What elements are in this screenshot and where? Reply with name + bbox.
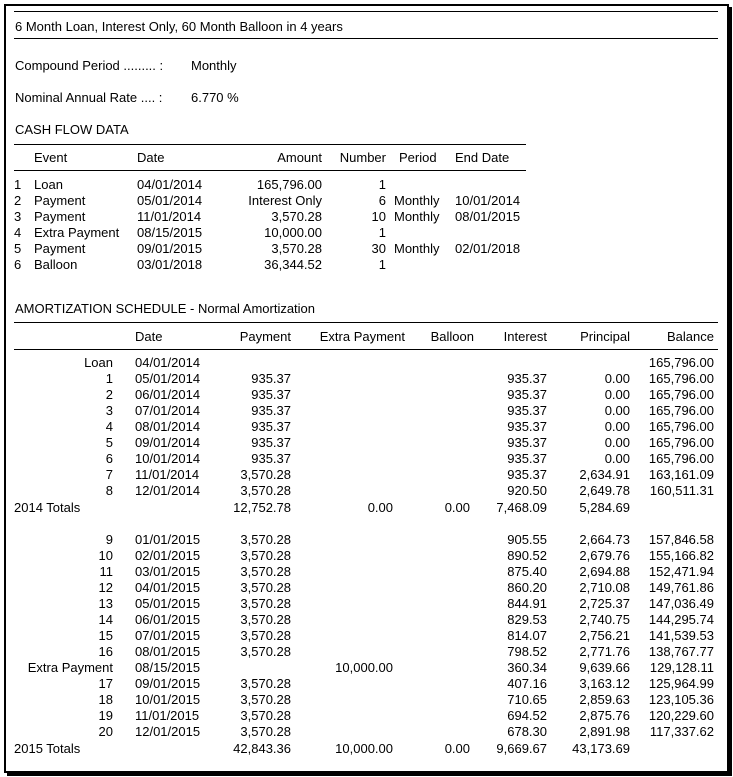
am-cell-payment: 935.37	[251, 403, 291, 418]
am-cell-principal: 2,634.91	[579, 467, 630, 482]
cash-flow-header-row	[6, 150, 546, 166]
am-cell-payment: 935.37	[251, 371, 291, 386]
am-cell-interest: 890.52	[507, 548, 547, 563]
cf-cell-amount: Interest Only	[248, 193, 322, 208]
am-cell-date: 02/01/2015	[135, 548, 201, 563]
am-cell-label: 12	[98, 580, 113, 595]
amortization-row	[6, 483, 727, 499]
am-cell-balance: 165,796.00	[648, 435, 714, 450]
am-header-date: Date	[135, 329, 163, 344]
amortization-header-rule	[14, 349, 718, 350]
am-cell-date: 04/01/2015	[135, 580, 201, 595]
cf-cell-date: 03/01/2018	[137, 257, 203, 272]
am-cell-principal: 2,649.78	[579, 483, 630, 498]
amortization-row	[6, 451, 727, 467]
am-cell-date: 07/01/2015	[135, 628, 201, 643]
cf-cell-amount: 165,796.00	[256, 177, 322, 192]
amortization-row	[6, 708, 727, 724]
am-header-payment: Payment	[239, 329, 291, 344]
compound-period-label: Compound Period ......... :	[15, 58, 164, 73]
am-cell-label: 9	[105, 532, 113, 547]
am-cell-date: 10/01/2014	[135, 451, 201, 466]
cf-cell-number: 30	[371, 241, 386, 256]
am-header-extra: Extra Payment	[319, 329, 405, 344]
am-cell-balance: 141,539.53	[648, 628, 714, 643]
am-cell-payment: 42,843.36	[233, 741, 291, 756]
am-cell-principal: 0.00	[604, 403, 630, 418]
am-cell-payment: 935.37	[251, 387, 291, 402]
am-cell-principal: 2,694.88	[579, 564, 630, 579]
am-header-interest: Interest	[503, 329, 547, 344]
amortization-row	[6, 419, 727, 435]
am-cell-label: 4	[105, 419, 113, 434]
am-cell-label: 14	[98, 612, 113, 627]
cf-cell-number: 10	[371, 209, 386, 224]
am-cell-date: 10/01/2015	[135, 692, 201, 707]
am-cell-label: 2015 Totals	[14, 741, 81, 756]
cf-cell-event: Payment	[34, 193, 86, 208]
cf-cell-event: Payment	[34, 241, 86, 256]
amortization-row	[6, 355, 727, 371]
cash-flow-header-rule	[14, 170, 526, 171]
am-cell-principal: 2,875.76	[579, 708, 630, 723]
am-cell-interest: 798.52	[507, 644, 547, 659]
am-cell-extra: 10,000.00	[335, 660, 393, 675]
am-cell-principal: 2,740.75	[579, 612, 630, 627]
am-cell-date: 08/15/2015	[135, 660, 201, 675]
amortization-row	[6, 660, 727, 676]
totals-row-2014	[6, 500, 727, 516]
cf-header-number: Number	[339, 150, 386, 165]
am-cell-label: Loan	[84, 355, 113, 370]
amortization-row	[6, 580, 727, 596]
am-cell-payment: 3,570.28	[240, 532, 291, 547]
am-cell-interest: 814.07	[507, 628, 547, 643]
am-cell-balance: 117,337.62	[649, 724, 714, 739]
cf-cell-date: 05/01/2014	[137, 193, 203, 208]
am-cell-interest: 935.37	[507, 387, 547, 402]
am-cell-label: 19	[98, 708, 113, 723]
cash-flow-row	[6, 225, 546, 241]
cf-cell-num: 2	[14, 193, 22, 208]
amortization-row	[6, 596, 727, 612]
am-cell-balance: 123,105.36	[648, 692, 714, 707]
am-cell-label: 16	[98, 644, 113, 659]
am-cell-date: 05/01/2015	[135, 596, 201, 611]
am-cell-principal: 0.00	[604, 371, 630, 386]
am-cell-payment: 3,570.28	[240, 612, 291, 627]
totals-row-2015	[6, 741, 727, 757]
am-cell-interest: 844.91	[507, 596, 547, 611]
cf-cell-event: Payment	[34, 209, 86, 224]
am-cell-principal: 2,664.73	[579, 532, 630, 547]
title-rule	[14, 38, 718, 39]
am-cell-payment: 3,570.28	[240, 676, 291, 691]
am-cell-date: 12/01/2014	[135, 483, 201, 498]
am-cell-interest: 935.37	[507, 419, 547, 434]
cf-cell-end-date: 10/01/2014	[455, 193, 521, 208]
am-cell-label: 15	[98, 628, 113, 643]
cash-flow-heading: CASH FLOW DATA	[15, 122, 129, 137]
am-cell-date: 12/01/2015	[135, 724, 201, 739]
cf-cell-end-date: 02/01/2018	[455, 241, 521, 256]
am-cell-principal: 2,756.21	[579, 628, 630, 643]
am-cell-principal: 0.00	[604, 435, 630, 450]
am-cell-date: 11/01/2015	[135, 708, 200, 723]
cf-cell-amount: 3,570.28	[271, 241, 322, 256]
cf-header-period: Period	[399, 150, 437, 165]
am-cell-balloon: 0.00	[444, 741, 470, 756]
am-cell-payment: 3,570.28	[240, 708, 291, 723]
am-cell-payment: 3,570.28	[240, 724, 291, 739]
cash-flow-row	[6, 193, 546, 209]
amortization-row	[6, 612, 727, 628]
am-header-balance: Balance	[667, 329, 714, 344]
cf-cell-num: 3	[14, 209, 22, 224]
am-cell-interest: 407.16	[507, 676, 547, 691]
amortization-row	[6, 644, 727, 660]
cf-cell-amount: 3,570.28	[271, 209, 322, 224]
am-cell-interest: 829.53	[507, 612, 547, 627]
am-cell-principal: 2,771.76	[579, 644, 630, 659]
am-cell-balance: 157,846.58	[648, 532, 714, 547]
cf-cell-date: 09/01/2015	[137, 241, 203, 256]
am-cell-payment: 3,570.28	[240, 564, 291, 579]
am-cell-payment: 3,570.28	[240, 628, 291, 643]
cash-flow-row	[6, 177, 546, 193]
am-cell-date: 04/01/2014	[135, 355, 201, 370]
cf-cell-period: Monthly	[394, 209, 440, 224]
am-cell-principal: 2,859.63	[579, 692, 630, 707]
am-cell-payment: 3,570.28	[240, 580, 291, 595]
am-cell-interest: 678.30	[507, 724, 547, 739]
am-cell-date: 01/01/2015	[135, 532, 201, 547]
cf-cell-num: 4	[14, 225, 22, 240]
nominal-rate-label: Nominal Annual Rate .... :	[15, 90, 163, 105]
am-cell-balance: 149,761.86	[648, 580, 714, 595]
nominal-rate-value: 6.770 %	[191, 90, 239, 105]
am-cell-label: Extra Payment	[27, 660, 113, 675]
am-cell-balance: 147,036.49	[648, 596, 714, 611]
am-cell-payment: 935.37	[251, 435, 291, 450]
am-cell-label: 20	[98, 724, 113, 739]
am-cell-principal: 3,163.12	[579, 676, 630, 691]
amortization-row	[6, 371, 727, 387]
amortization-row	[6, 564, 727, 580]
am-cell-label: 10	[98, 548, 113, 563]
am-cell-payment: 3,570.28	[240, 596, 291, 611]
am-cell-interest: 920.50	[507, 483, 547, 498]
am-cell-extra: 0.00	[367, 500, 393, 515]
compound-period-value: Monthly	[191, 58, 237, 73]
am-cell-date: 07/01/2014	[135, 403, 201, 418]
am-cell-principal: 5,284.69	[579, 500, 630, 515]
am-cell-interest: 694.52	[507, 708, 547, 723]
cf-cell-event: Balloon	[34, 257, 78, 272]
am-cell-date: 08/01/2015	[135, 644, 201, 659]
am-cell-date: 11/01/2014	[135, 467, 200, 482]
am-cell-date: 05/01/2014	[135, 371, 201, 386]
am-header-principal: Principal	[580, 329, 630, 344]
am-cell-interest: 360.34	[507, 660, 547, 675]
am-cell-label: 1	[105, 371, 113, 386]
am-cell-principal: 9,639.66	[579, 660, 630, 675]
am-cell-payment: 3,570.28	[240, 692, 291, 707]
amortization-header-row	[6, 329, 727, 345]
report-title: 6 Month Loan, Interest Only, 60 Month Balloon in 4 years	[15, 19, 343, 34]
amortization-row	[6, 403, 727, 419]
cf-cell-end-date: 08/01/2015	[455, 209, 521, 224]
cf-header-event: Event	[34, 150, 68, 165]
am-cell-principal: 2,725.37	[579, 596, 630, 611]
cf-header-date: Date	[137, 150, 165, 165]
am-cell-balance: 165,796.00	[648, 403, 714, 418]
amortization-row	[6, 467, 727, 483]
cf-cell-amount: 36,344.52	[264, 257, 322, 272]
cf-cell-number: 1	[378, 257, 386, 272]
am-cell-interest: 710.65	[507, 692, 547, 707]
am-cell-label: 18	[98, 692, 113, 707]
am-cell-payment: 935.37	[251, 419, 291, 434]
am-cell-balloon: 0.00	[444, 500, 470, 515]
top-rule	[14, 11, 718, 12]
am-cell-balance: 160,511.31	[649, 483, 714, 498]
am-cell-interest: 935.37	[507, 403, 547, 418]
am-cell-payment: 3,570.28	[240, 644, 291, 659]
am-cell-balance: 144,295.74	[648, 612, 714, 627]
am-cell-principal: 0.00	[604, 451, 630, 466]
report-window	[4, 4, 729, 773]
am-cell-interest: 935.37	[507, 371, 547, 386]
am-cell-balance: 165,796.00	[648, 451, 714, 466]
cf-header-end-date: End Date	[455, 150, 510, 165]
cf-cell-period: Monthly	[394, 241, 440, 256]
am-cell-interest: 875.40	[507, 564, 547, 579]
amortization-heading: AMORTIZATION SCHEDULE - Normal Amortization	[15, 301, 316, 316]
am-cell-label: 2014 Totals	[14, 500, 81, 515]
am-cell-balance: 129,128.11	[649, 660, 714, 675]
cf-cell-num: 5	[14, 241, 22, 256]
am-cell-date: 06/01/2014	[135, 387, 201, 402]
am-cell-label: 17	[98, 676, 113, 691]
am-cell-label: 6	[105, 451, 113, 466]
am-cell-principal: 43,173.69	[572, 741, 630, 756]
am-cell-payment: 3,570.28	[240, 467, 291, 482]
am-cell-payment: 3,570.28	[240, 483, 291, 498]
am-cell-principal: 0.00	[604, 419, 630, 434]
am-cell-balance: 163,161.09	[648, 467, 714, 482]
amortization-row	[6, 532, 727, 548]
cash-flow-top-rule	[14, 144, 526, 145]
cf-cell-date: 04/01/2014	[137, 177, 203, 192]
am-cell-balance: 125,964.99	[648, 676, 714, 691]
amortization-row	[6, 435, 727, 451]
am-cell-balance: 138,767.77	[648, 644, 714, 659]
am-cell-interest: 905.55	[507, 532, 547, 547]
am-cell-interest: 935.37	[507, 451, 547, 466]
am-cell-date: 06/01/2015	[135, 612, 201, 627]
cash-flow-row	[6, 209, 546, 225]
am-cell-label: 11	[99, 564, 113, 579]
am-cell-principal: 2,679.76	[579, 548, 630, 563]
am-cell-interest: 9,669.67	[496, 741, 547, 756]
cf-cell-number: 6	[378, 193, 386, 208]
am-cell-balance: 155,166.82	[648, 548, 714, 563]
am-cell-date: 03/01/2015	[135, 564, 201, 579]
cf-cell-num: 1	[14, 177, 22, 192]
am-cell-balance: 165,796.00	[648, 419, 714, 434]
amortization-top-rule	[14, 322, 718, 323]
cf-cell-event: Loan	[34, 177, 63, 192]
am-cell-date: 09/01/2015	[135, 676, 201, 691]
am-cell-interest: 935.37	[507, 467, 547, 482]
cf-cell-number: 1	[378, 177, 386, 192]
cf-cell-date: 08/15/2015	[137, 225, 203, 240]
cf-cell-period: Monthly	[394, 193, 440, 208]
am-cell-principal: 2,891.98	[579, 724, 630, 739]
am-cell-date: 08/01/2014	[135, 419, 201, 434]
cf-cell-amount: 10,000.00	[264, 225, 322, 240]
am-cell-interest: 935.37	[507, 435, 547, 450]
amortization-row	[6, 676, 727, 692]
cash-flow-row	[6, 241, 546, 257]
am-cell-label: 3	[105, 403, 113, 418]
am-cell-payment: 12,752.78	[233, 500, 291, 515]
cf-cell-number: 1	[378, 225, 386, 240]
amortization-row	[6, 628, 727, 644]
am-cell-label: 8	[105, 483, 113, 498]
am-cell-interest: 860.20	[507, 580, 547, 595]
am-cell-label: 5	[105, 435, 113, 450]
cash-flow-row	[6, 257, 546, 273]
am-cell-principal: 0.00	[604, 387, 630, 402]
amortization-row	[6, 548, 727, 564]
am-cell-label: 7	[105, 467, 113, 482]
am-cell-balance: 165,796.00	[648, 355, 714, 370]
am-cell-label: 13	[98, 596, 113, 611]
am-cell-extra: 10,000.00	[335, 741, 393, 756]
am-cell-payment: 3,570.28	[240, 548, 291, 563]
am-cell-date: 09/01/2014	[135, 435, 201, 450]
cf-cell-date: 11/01/2014	[137, 209, 202, 224]
amortization-row	[6, 724, 727, 740]
am-cell-principal: 2,710.08	[579, 580, 630, 595]
cf-header-amount: Amount	[277, 150, 322, 165]
am-header-balloon: Balloon	[430, 329, 474, 344]
cf-cell-event: Extra Payment	[34, 225, 120, 240]
am-cell-interest: 7,468.09	[496, 500, 547, 515]
am-cell-balance: 165,796.00	[648, 371, 714, 386]
am-cell-label: 2	[105, 387, 113, 402]
am-cell-balance: 165,796.00	[648, 387, 714, 402]
am-cell-payment: 935.37	[251, 451, 291, 466]
amortization-row	[6, 387, 727, 403]
am-cell-balance: 152,471.94	[648, 564, 714, 579]
am-cell-balance: 120,229.60	[648, 708, 714, 723]
amortization-row	[6, 692, 727, 708]
cf-cell-num: 6	[14, 257, 22, 272]
